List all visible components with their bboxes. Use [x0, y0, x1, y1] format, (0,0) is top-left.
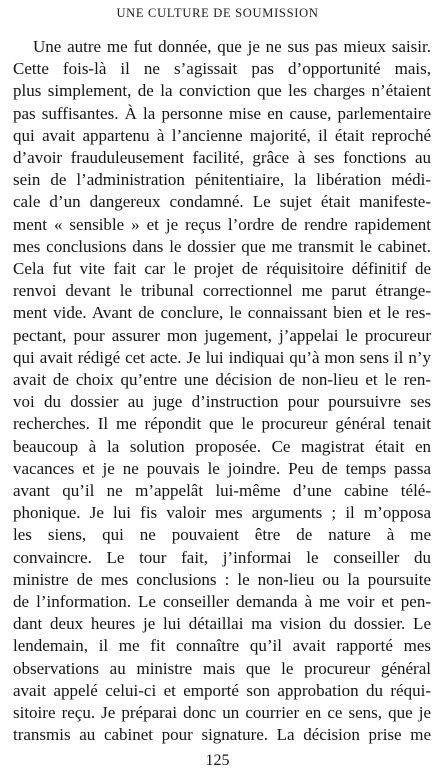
text-line: qui avait rédigé cet acte. Je lui indiquai qu’à mon sens il n’y [13, 347, 431, 367]
text-line: renvoi devant le tribunal correctionnel me parut étrange- [13, 281, 431, 301]
text-line: avant qu’il ne m’appelât lui-même d’une cabine télé- [13, 481, 431, 501]
text-line: de l’information. Le conseiller demanda à me voir et pen- [13, 592, 431, 612]
text-line: mes conclusions dans le dossier que me transmit le cabinet. [13, 236, 431, 256]
text-line: voi du dossier au juge d’instruction pour poursuivre ses [13, 392, 431, 412]
text-line: Cela fut vite fait car le projet de réquisitoire définitif de [13, 259, 431, 279]
text-line: convaincre. Le tour fait, j’informai le conseiller du [13, 547, 431, 567]
text-line: ment « sensible » et je reçus l’ordre de rendre rapidement [13, 214, 431, 234]
text-line: sitoire reçu. Je préparai donc un courrier en ce sens, que je [13, 703, 431, 723]
text-line: phonique. Je lui fis valoir mes arguments ; il m’opposa [13, 503, 431, 523]
running-title: UNE CULTURE DE SOUMISSION [116, 6, 319, 20]
text-line: les siens, qui ne pouvaient être de nature à me [13, 525, 431, 545]
text-line: recherches. Il me répondit que le procureur général tenait [13, 414, 431, 434]
text-line: ministre de mes conclusions : le non-lieu ou la poursuite [13, 569, 431, 589]
text-line: beaucoup à la solution proposée. Ce magistrat était en [13, 436, 431, 456]
page-number: 125 [205, 752, 230, 769]
text-line: transmis au cabinet pour signature. La décision prise me [13, 725, 431, 745]
text-line: observations au ministre mais que le procureur général [13, 658, 431, 678]
text-line: pectant, pour assurer mon jugement, j’appelai le procureur [13, 325, 431, 345]
text-line: d’avoir frauduleusement facilité, grâce à ses fonctions au [13, 148, 431, 168]
text-line: Cette fois-là il ne s’agissait pas d’opportunité mais, [13, 59, 431, 79]
text-line: Une autre me fut donnée, que je ne sus pas mieux saisir. [33, 37, 431, 56]
text-line: vacances et je ne pouvais le joindre. Peu de temps passa [13, 458, 431, 478]
text-line: pas suffisantes. À la personne mise en cause, parlementaire [13, 103, 431, 123]
text-line: lendemain, il me fit connaître qu’il avait rapporté mes [13, 636, 431, 656]
body-text [13, 36, 431, 747]
text-line: qui avait appartenu à l’ancienne majorité, il était reproché [13, 125, 431, 145]
text-line: cale d’un dangereux condamné. Le sujet était manifeste- [13, 192, 431, 212]
text-line: sein de l’administration pénitentiaire, la libération médi- [13, 170, 431, 190]
text-line: dant deux heures je lui détaillai ma vision du dossier. Le [13, 614, 431, 634]
text-line: avait de choix qu’entre une décision de non-lieu et le ren- [13, 370, 431, 390]
text-line: plus simplement, de la conviction que les charges n’étaient [13, 81, 431, 101]
text-line: avait appelé celui-ci et emporté son approbation du réqui- [13, 680, 431, 700]
text-line: ment vide. Avant de conclure, le connaissant bien et le res- [13, 303, 431, 323]
